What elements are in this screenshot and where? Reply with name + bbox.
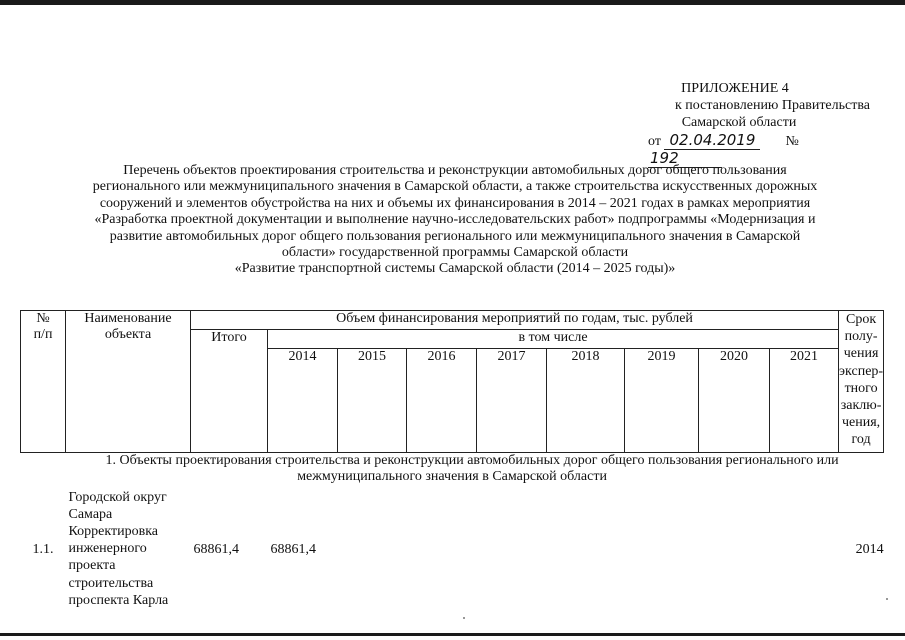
header-term-line: чения, <box>841 415 881 431</box>
row-year-value <box>625 489 699 611</box>
header-year: 2017 <box>477 349 547 453</box>
table-row <box>21 489 884 611</box>
header-financing-volume: Объем финансирования мероприятий по годам, тыс. рублей <box>191 311 839 330</box>
title-line: «Разработка проектной документации и выполнение научно-исследовательских работ» подпрограммы «Модернизация и <box>94 212 816 228</box>
document-title <box>40 163 870 278</box>
financing-table <box>20 310 884 611</box>
scan-speck <box>463 617 465 619</box>
handwritten-date: 02.04.2019 <box>664 132 760 150</box>
header-term-line: экспер- <box>839 363 884 379</box>
row-year-value <box>770 489 839 611</box>
title-line: сооружений и элементов обустройства на них и объемы их финансирования в 2014 – 2021 годах в рамках мероприятия <box>99 195 811 211</box>
header-term-line: Срок <box>846 312 877 327</box>
number-label: № <box>785 134 799 149</box>
header-term-line: тного <box>844 380 878 396</box>
header-num-line: № <box>36 311 50 326</box>
header-num <box>21 311 66 453</box>
appendix-header <box>560 80 870 168</box>
scan-speck <box>886 598 888 600</box>
row-object-name <box>66 489 191 611</box>
header-year: 2020 <box>699 349 770 453</box>
appendix-region-line: Самарской области <box>681 115 797 130</box>
header-year: 2015 <box>338 349 407 453</box>
header-term-line: год <box>851 432 871 448</box>
header-year: 2021 <box>770 349 839 453</box>
title-line: «Развитие транспортной системы Самарской области (2014 – 2025 годы)» <box>234 261 676 277</box>
from-label: от <box>648 134 661 149</box>
row-number: 1.1. <box>32 541 54 557</box>
title-line: Перечень объектов проектирования строительства и реконструкции автомобильных дорог общего пользования <box>123 163 787 178</box>
row-term: 2014 <box>855 541 884 557</box>
header-name-line: объекта <box>104 327 152 342</box>
object-name-line: Корректировка <box>68 523 158 539</box>
object-name-line: Городской округ <box>68 489 167 505</box>
header-term-line: чения <box>843 346 879 362</box>
title-line: области» государственной программы Самарской области <box>281 245 629 261</box>
object-name-line: проекта <box>68 558 116 574</box>
row-year-value <box>407 489 477 611</box>
header-term-line: полу- <box>844 329 878 345</box>
appendix-resolution-line: к постановлению Правительства <box>674 98 870 113</box>
header-object-name <box>66 311 191 453</box>
row-year-value: 68861,4 <box>270 541 316 557</box>
object-name-line: проспекта Карла <box>68 592 169 608</box>
top-border <box>0 0 905 5</box>
row-year-value <box>699 489 770 611</box>
bottom-border <box>0 633 905 636</box>
object-name-line: инженерного <box>68 541 147 557</box>
object-name-line: строительства <box>68 575 154 591</box>
header-total: Итого <box>191 330 268 453</box>
header-term <box>839 311 884 453</box>
title-line: развитие автомобильных дорог общего пользования регионального или межмуниципального значения в Самарской <box>109 228 801 244</box>
header-year: 2016 <box>407 349 477 453</box>
header-num-line: п/п <box>33 327 53 342</box>
section-line: межмуниципального значения в Самарской области <box>297 469 607 484</box>
appendix-title: ПРИЛОЖЕНИЕ 4 <box>681 81 789 96</box>
handwritten-number: 192 <box>648 150 722 168</box>
header-name-line: Наименование <box>84 311 172 326</box>
header-year: 2014 <box>268 349 338 453</box>
section-heading <box>21 453 884 489</box>
header-term-line: заклю- <box>840 398 882 414</box>
row-year-value <box>477 489 547 611</box>
row-year-value <box>338 489 407 611</box>
row-total: 68861,4 <box>193 541 239 557</box>
header-including: в том числе <box>268 330 839 349</box>
section-line: 1. Объекты проектирования строительства и реконструкции автомобильных дорог общего пользования регионального или <box>105 453 839 468</box>
row-year-value <box>547 489 625 611</box>
header-year: 2018 <box>547 349 625 453</box>
header-year: 2019 <box>625 349 699 453</box>
title-line: регионального или межмуниципального значения в Самарской области, а также строительства искусственных дорожных <box>92 179 818 195</box>
object-name-line: Самара <box>68 506 113 522</box>
